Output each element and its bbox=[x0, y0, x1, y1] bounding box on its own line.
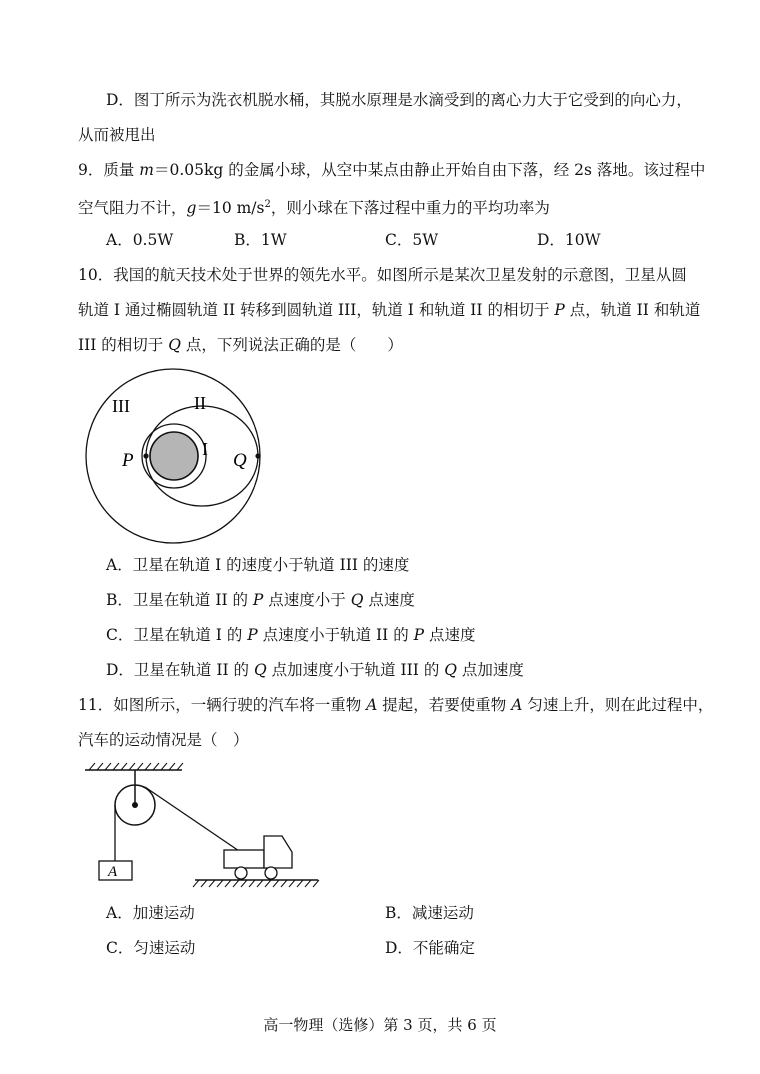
rope-to-truck bbox=[145, 787, 245, 855]
label-iii: III bbox=[112, 396, 130, 416]
label-q: Q bbox=[233, 450, 247, 471]
pulley-axle bbox=[132, 802, 138, 808]
pulley-truck-diagram bbox=[85, 760, 335, 890]
q9-option-c: C．5W bbox=[385, 231, 439, 249]
q10-stem-line2: 轨道 I 通过椭圆轨道 II 转移到圆轨道 III，轨道 I 和轨道 II 的相切于 P 点，轨道 II 和轨道 bbox=[78, 301, 701, 319]
q11-option-b: B．减速运动 bbox=[385, 904, 474, 922]
truck-wheel-rear bbox=[235, 867, 247, 879]
q10-option-c: C．卫星在轨道 I 的 P 点速度小于轨道 II 的 P 点速度 bbox=[106, 626, 476, 644]
q10-option-b: B．卫星在轨道 II 的 P 点速度小于 Q 点速度 bbox=[106, 591, 415, 609]
point-p bbox=[143, 453, 148, 458]
q11-stem-line2: 汽车的运动情况是（ ） bbox=[78, 731, 249, 749]
truck-wheel-front bbox=[265, 867, 277, 879]
truck-body bbox=[224, 850, 264, 868]
label-i: I bbox=[202, 439, 208, 459]
label-ii: II bbox=[194, 393, 206, 413]
q11-option-d: D．不能确定 bbox=[385, 939, 475, 957]
earth bbox=[150, 432, 198, 480]
q11-option-c: C．匀速运动 bbox=[106, 939, 196, 957]
q10-option-a: A．卫星在轨道 I 的速度小于轨道 III 的速度 bbox=[106, 556, 410, 574]
q9-stem-line2: 空气阻力不计，g＝10 $m/s^2$，则小球在下落过程中重力的平均功率为 bbox=[78, 199, 550, 218]
label-p: P bbox=[122, 450, 134, 471]
q11-option-a: A．加速运动 bbox=[106, 904, 195, 922]
page-footer: 高一物理（选修）第 3 页，共 6 页 bbox=[263, 1016, 497, 1034]
q8-option-d-line2: 从而被甩出 bbox=[78, 126, 156, 144]
q10-option-d: D．卫星在轨道 II 的 Q 点加速度小于轨道 III 的 Q 点加速度 bbox=[106, 661, 524, 679]
orbit-diagram bbox=[80, 360, 280, 560]
q9-option-a: A．0.5W bbox=[106, 231, 174, 249]
q8-option-d-line1: D．图丁所示为洗衣机脱水桶，其脱水原理是水滴受到的离心力大于它受到的向心力， bbox=[106, 91, 692, 109]
weight-a-label: A bbox=[108, 864, 118, 880]
q10-stem-line3: III 的相切于 Q 点，下列说法正确的是（ ） bbox=[78, 336, 403, 354]
q11-stem-line1: 11．如图所示，一辆行驶的汽车将一重物 A 提起，若要使重物 A 匀速上升，则在此过程中， bbox=[78, 696, 714, 714]
truck-cab bbox=[264, 836, 292, 868]
q9-option-b: B．1W bbox=[234, 231, 287, 249]
q10-stem-line1: 10．我国的航天技术处于世界的领先水平。如图所示是某次卫星发射的示意图，卫星从圆 bbox=[78, 266, 687, 284]
point-q bbox=[255, 453, 260, 458]
q9-stem-line1: 9．质量 m＝0.05kg 的金属小球，从空中某点由静止开始自由下落，经 2s 落地。该过程中 bbox=[78, 161, 706, 179]
q9-option-d: D．10W bbox=[537, 231, 601, 249]
